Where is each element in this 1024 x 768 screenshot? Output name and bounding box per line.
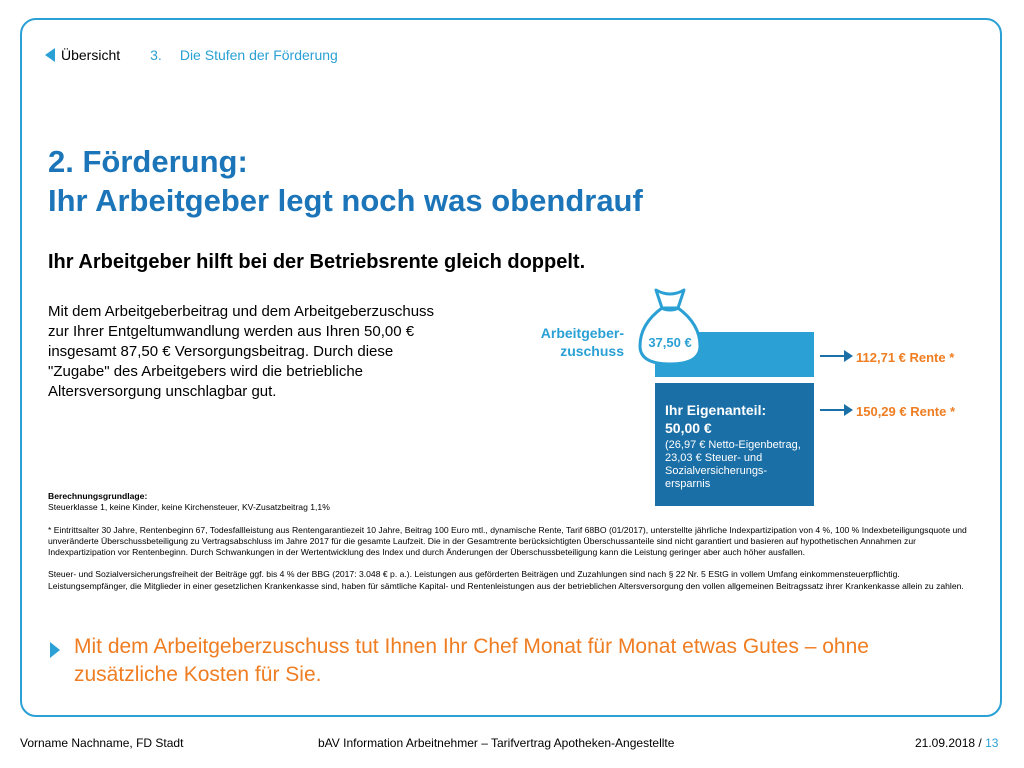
body-paragraph (48, 302, 518, 402)
arrow-right-icon (820, 409, 845, 411)
overview-link[interactable]: Übersicht (61, 47, 121, 63)
fineprint-heading: Berechnungsgrundlage: (48, 491, 148, 501)
fineprint-line: Steuerklasse 1, keine Kinder, keine Kirchensteuer, KV-Zusatzbeitrag 1,1% (48, 502, 330, 513)
calculation-basis (48, 491, 978, 592)
footer-title: bAV Information Arbeitnehmer – Tarifvertrag Apotheken-Angestellte (318, 736, 675, 750)
pension-top: 112,71 € Rente * (856, 350, 955, 365)
footer-page (915, 736, 998, 750)
callout (50, 633, 954, 689)
fineprint-paragraph: * Eintrittsalter 30 Jahre, Rentenbeginn 67, Todesfallleistung aus Rentengarantiezeit 10 Jahre, Beitrag 100 Euro mtl., dynamische Rente, Tarif 68BO (01/2017), unterstellte jährliche Indexpartizipation von 4 %, 100 % Indexbeteiligungsquote und unveränderte Überschussbeteiligung zu Vertragsabschluss im Jahre 2017 für die gesamte Laufzeit. Die in der Gesamtrente berücksichtigten Überschussanteile sind nicht garantiert und basieren auf hypothetischen Annahmen zur Indexpartizipation vor Rentenbeginn. Durch Schwankungen in der Wertentwicklung des Index und durch Änderungen der Überschussbeteiligung kann die Leistung geringer aber auch höher ausfallen. (48, 524, 967, 558)
triangle-right-icon (50, 642, 60, 658)
page-number: 13 (985, 736, 999, 750)
employer-label-line-1: Arbeitgeber- (540, 325, 624, 341)
body-line: Mit dem Arbeitgeberbeitrag und dem Arbeitgeberzuschuss (48, 303, 435, 320)
bag-value: 37,50 € (648, 335, 692, 350)
subtitle: Ihr Arbeitgeber hilft bei der Betriebsrente gleich doppelt. (48, 251, 586, 273)
employer-contribution-label (520, 324, 624, 360)
body-line: Altersversorgung unschlagbar gut. (48, 383, 277, 400)
own-contribution-value: 50,00 € (665, 420, 712, 436)
footer-date: 21.09.2018 / (915, 736, 982, 750)
callout-text: Mit dem Arbeitgeberzuschuss tut Ihnen Ihr Chef Monat für Monat etwas Gutes – ohne zusätzliche Kosten für Sie. (74, 635, 869, 686)
body-line: insgesamt 87,50 € Versorgungsbeitrag. Durch diese (48, 343, 394, 360)
money-bag-icon (634, 284, 706, 368)
fineprint-paragraph: Steuer- und Sozialversicherungsfreiheit der Beiträge ggf. bis 4 % der BBG (2017: 3.048 € p. a.). Leistungen aus geförderten Beiträgen und Zuzahlungen sind nach § 22 Nr. 5 EStG in vollem Umfang einkommensteuerpflichtig. Leistungsempfänger, die Mitglieder in einer gesetzlichen Krankenkasse sind, haben für sämtliche Kapital- und Rentenleistungen aus der betrieblichen Altersversorgung den vollen allgemeinen Beitragssatz ihrer Krankenkasse allein zu zahlen. (48, 569, 964, 591)
footer-author: Vorname Nachname, FD Stadt (20, 736, 184, 750)
own-contribution-label: Ihr Eigenanteil: (665, 402, 767, 418)
own-contribution-detail: (26,97 € Netto-Eigenbetrag, 23,03 € Steuer- und Sozialversicherungs-ersparnis (665, 439, 801, 490)
title-line-1: 2. Förderung: (48, 144, 248, 179)
arrow-right-icon (820, 355, 845, 357)
own-contribution-box (655, 383, 814, 506)
body-line: "Zugabe" des Arbeitgebers wird die betriebliche (48, 363, 363, 380)
page-title (48, 142, 643, 220)
section-number: 3. (150, 47, 162, 63)
pension-bottom: 150,29 € Rente * (856, 404, 956, 419)
triangle-left-icon[interactable] (45, 48, 55, 62)
section-title-link[interactable]: Die Stufen der Förderung (179, 47, 338, 63)
title-line-2: Ihr Arbeitgeber legt noch was obendrauf (48, 183, 643, 218)
breadcrumb (45, 47, 338, 63)
employer-label-line-2: zuschuss (560, 343, 624, 359)
body-line: zur Ihrer Entgeltumwandlung werden aus Ihren 50,00 € (48, 323, 415, 340)
